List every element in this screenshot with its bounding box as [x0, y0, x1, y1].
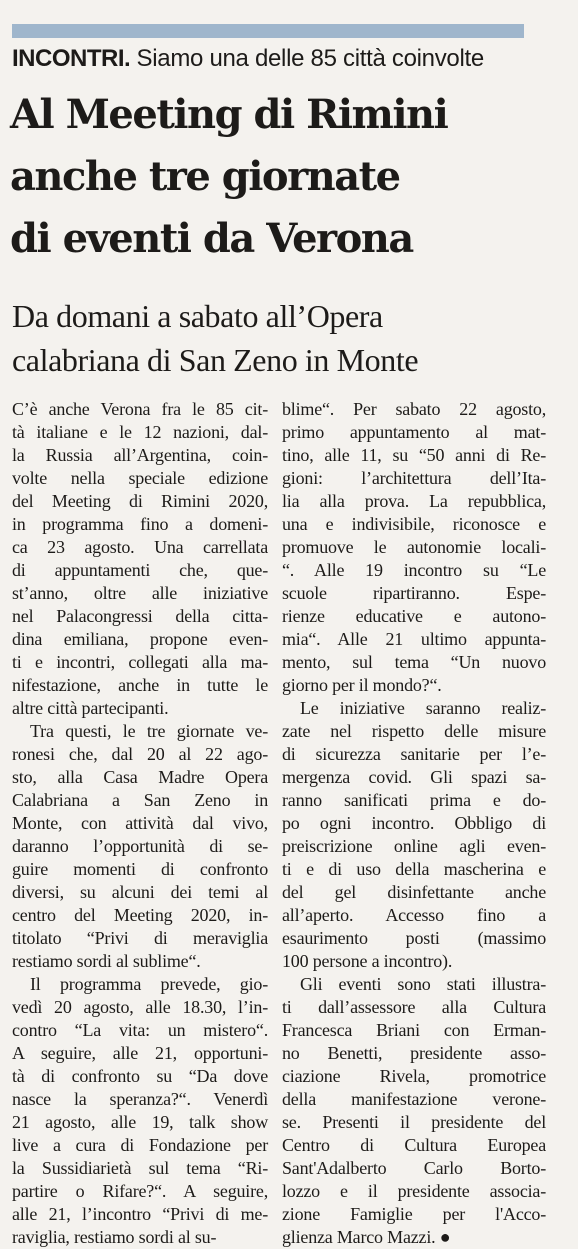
body-text-line: nifestazione, anche in tutte le	[12, 675, 268, 695]
body-text-line: tà di confronto su “Da dove	[12, 1066, 268, 1086]
body-text-line: alle 21, l’incontro “Privi di me-	[12, 1204, 268, 1224]
headline-line: di eventi da Verona	[10, 215, 413, 262]
body-text-line: 21 agosto, alle 19, talk show	[12, 1112, 268, 1132]
body-text-line: Francesca Briani con Erman-	[282, 1020, 546, 1040]
body-text-line: la Russia all’Argentina, coin-	[12, 445, 268, 465]
body-text-line: glienza Marco Mazzi. ●	[282, 1227, 451, 1247]
body-text-line: restiamo sordi al sublime“.	[12, 951, 201, 971]
kicker-label: INCONTRI.	[12, 45, 131, 72]
body-text-line: Tra questi, le tre giornate ve-	[30, 721, 268, 741]
body-text-line: all’aperto. Accesso fino a	[282, 905, 546, 925]
body-text-line: del gel disinfettante anche	[282, 882, 546, 902]
body-text-line: ciazione Rivela, promotrice	[282, 1066, 546, 1086]
body-text-line: primo appuntamento al mat-	[282, 422, 546, 442]
body-text-line: una e indivisibile, riconosce e	[282, 514, 546, 534]
subheadline	[12, 294, 572, 382]
body-text-line: Gli eventi sono stati illustra-	[300, 974, 546, 994]
body-text-line: gioni: l’architettura dell’Ita-	[282, 468, 546, 488]
body-text-line: tino, alle 11, su “50 anni di Re-	[282, 445, 546, 465]
body-text-line: zione Famiglie per l'Acco-	[282, 1204, 546, 1224]
body-text-line: Calabriana a San Zeno in	[12, 790, 268, 810]
body-text-line: di sicurezza sanitarie per l’e-	[282, 744, 546, 764]
body-text-line: blime“. Per sabato 22 agosto,	[282, 399, 546, 419]
body-text-line: scuole ripartiranno. Espe-	[282, 583, 546, 603]
body-text-line: mia“. Alle 21 ultimo appunta-	[282, 629, 546, 649]
body-text-line: ranno sanificati prima e do-	[282, 790, 546, 810]
body-text-line: Le iniziative saranno realiz-	[300, 698, 546, 718]
body-text-line: “. Alle 19 incontro su “Le	[282, 560, 546, 580]
body-text-line: sto, alla Casa Madre Opera	[12, 767, 268, 787]
body-text-line: Sant'Adalberto Carlo Borto-	[282, 1158, 546, 1178]
body-text-line: del Meeting di Rimini 2020,	[12, 491, 268, 511]
section-color-bar	[12, 24, 524, 38]
body-text-line: mento, sul tema “Un nuovo	[282, 652, 546, 672]
kicker	[12, 44, 572, 74]
body-text-line: giorno per il mondo?“.	[282, 675, 442, 695]
body-text-line: no Benetti, presidente asso-	[282, 1043, 546, 1063]
body-text-line: della manifestazione verone-	[282, 1089, 546, 1109]
body-text-line: promuove le autonomie locali-	[282, 537, 546, 557]
body-text-line: Centro di Cultura Europea	[282, 1135, 546, 1155]
body-text-line: daranno l’opportunità di se-	[12, 836, 268, 856]
body-text-line: po ogni incontro. Obbligo di	[282, 813, 546, 833]
body-text-line: guire momenti di confronto	[12, 859, 268, 879]
body-text-line: ca 23 agosto. Una carrellata	[12, 537, 268, 557]
body-text-line: esaurimento posti (massimo	[282, 928, 546, 948]
body-text-line: Il programma prevede, gio-	[30, 974, 268, 994]
body-text-line: centro del Meeting 2020, in-	[12, 905, 268, 925]
body-text-line: ti dall’assessore alla Cultura	[282, 997, 546, 1017]
body-text-line: nel Palacongressi della citta-	[12, 606, 268, 626]
body-text-line: titolato “Privi di meraviglia	[12, 928, 268, 948]
body-text-line: volte nella speciale edizione	[12, 468, 268, 488]
body-text-line: raviglia, restiamo sordi al su-	[12, 1227, 217, 1247]
body-text-line: partire o Rifare?“. A seguire,	[12, 1181, 268, 1201]
kicker-text: Siamo una delle 85 città coinvolte	[136, 45, 484, 72]
body-text-line: st’anno, oltre alle iniziative	[12, 583, 268, 603]
body-text-line: preiscrizione online agli even-	[282, 836, 546, 856]
body-text-line: mergenza covid. Gli spazi sa-	[282, 767, 546, 787]
subheadline-line: Da domani a sabato all’Opera	[12, 298, 383, 334]
body-text-line: 100 persone a incontro).	[282, 951, 453, 971]
body-text-line: di appuntamenti che, que-	[12, 560, 268, 580]
body-text-line: zate nel rispetto delle misure	[282, 721, 546, 741]
body-text-line: la Sussidiarietà sul tema “Ri-	[12, 1158, 268, 1178]
subheadline-line: calabriana di San Zeno in Monte	[12, 342, 419, 378]
body-text-line: lia alla prova. La repubblica,	[282, 491, 546, 511]
body-text-line: altre città partecipanti.	[12, 698, 169, 718]
body-text-line: ronesi che, dal 20 al 22 ago-	[12, 744, 268, 764]
body-text-line: C’è anche Verona fra le 85 cit-	[12, 399, 268, 419]
body-text-line: tà italiane e le 12 nazioni, dal-	[12, 422, 268, 442]
body-text-line: diversi, su alcuni dei temi al	[12, 882, 268, 902]
body-text-line: se. Presenti il presidente del	[282, 1112, 546, 1132]
headline-line: anche tre giornate	[10, 153, 400, 200]
body-column-left	[12, 398, 268, 1249]
body-text-line: lozzo e il presidente associa-	[282, 1181, 546, 1201]
body-text-line: A seguire, alle 21, opportuni-	[12, 1043, 268, 1063]
body-text-line: ti e di uso della mascherina e	[282, 859, 546, 879]
headline	[10, 84, 570, 270]
body-text-line: contro “La vita: un mistero“.	[12, 1020, 268, 1040]
headline-line: Al Meeting di Rimini	[10, 91, 448, 138]
body-text-line: dina emiliana, propone even-	[12, 629, 268, 649]
body-column-right	[282, 398, 546, 1249]
body-text-line: vedì 20 agosto, alle 18.30, l’in-	[12, 997, 268, 1017]
body-text-line: nasce la speranza?“. Venerdì	[12, 1089, 268, 1109]
body-text-line: in programma fino a domeni-	[12, 514, 268, 534]
body-text-line: Monte, con attività dal vivo,	[12, 813, 268, 833]
body-text-line: live a cura di Fondazione per	[12, 1135, 268, 1155]
body-text-line: ti e incontri, collegati alla ma-	[12, 652, 268, 672]
body-text-line: rienze educative e autono-	[282, 606, 546, 626]
